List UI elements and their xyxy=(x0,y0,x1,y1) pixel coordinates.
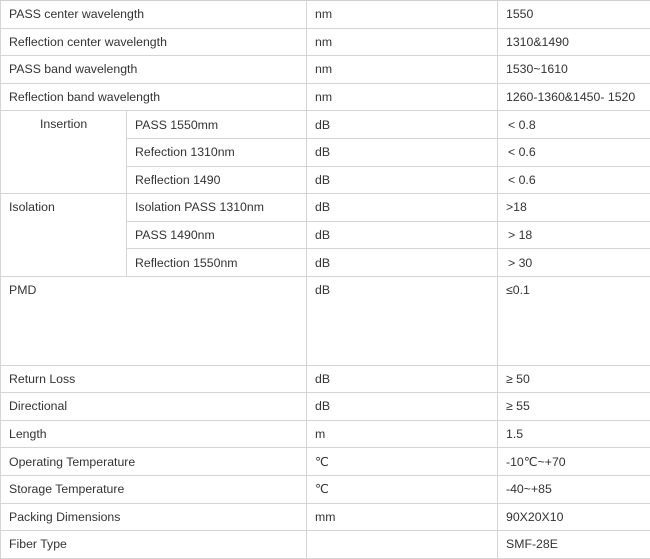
param-cell: PMD xyxy=(1,276,307,365)
value-cell: < 0.6 xyxy=(498,138,650,166)
sub-param-cell: Isolation PASS 1310nm xyxy=(127,194,307,222)
table-row xyxy=(1,194,650,222)
value-cell: 1.5 xyxy=(498,420,650,448)
insertion-group-label: Insertion xyxy=(1,111,127,194)
param-cell: Return Loss xyxy=(1,365,307,393)
unit-cell: dB xyxy=(307,138,498,166)
unit-cell: nm xyxy=(307,28,498,56)
value-cell: -40~+85 xyxy=(498,475,650,503)
table-row xyxy=(1,531,650,559)
unit-cell: dB xyxy=(307,166,498,194)
unit-cell: ℃ xyxy=(307,475,498,503)
table-row xyxy=(1,393,650,421)
param-cell: PASS center wavelength xyxy=(1,1,307,29)
sub-param-cell: PASS 1550mm xyxy=(127,111,307,139)
value-cell: ≥ 55 xyxy=(498,393,650,421)
param-cell: Packing Dimensions xyxy=(1,503,307,531)
table-row xyxy=(1,365,650,393)
table-row xyxy=(1,475,650,503)
param-cell: Reflection center wavelength xyxy=(1,28,307,56)
table-row xyxy=(1,503,650,531)
unit-cell: m xyxy=(307,420,498,448)
unit-cell: dB xyxy=(307,365,498,393)
param-cell: PASS band wavelength xyxy=(1,56,307,84)
param-cell: Fiber Type xyxy=(1,531,307,559)
unit-cell xyxy=(307,531,498,559)
table-row xyxy=(1,28,650,56)
unit-cell: nm xyxy=(307,83,498,111)
value-cell: > 18 xyxy=(498,221,650,249)
param-cell: Directional xyxy=(1,393,307,421)
value-cell: ≥ 50 xyxy=(498,365,650,393)
param-cell: Reflection band wavelength xyxy=(1,83,307,111)
unit-cell: ℃ xyxy=(307,448,498,476)
sub-param-cell: Refection 1310nm xyxy=(127,138,307,166)
value-cell: 1310&1490 xyxy=(498,28,650,56)
unit-cell: dB xyxy=(307,249,498,277)
unit-cell: dB xyxy=(307,221,498,249)
unit-cell: nm xyxy=(307,56,498,84)
unit-cell: dB xyxy=(307,194,498,222)
sub-param-cell: Reflection 1550nm xyxy=(127,249,307,277)
param-cell: Length xyxy=(1,420,307,448)
table-row xyxy=(1,56,650,84)
value-cell: 1260-1360&1450- 1520 xyxy=(498,83,650,111)
table-row xyxy=(1,420,650,448)
value-cell: -10℃~+70 xyxy=(498,448,650,476)
param-cell: Storage Temperature xyxy=(1,475,307,503)
unit-cell: dB xyxy=(307,276,498,365)
value-cell: > 30 xyxy=(498,249,650,277)
value-cell: 90X20X10 xyxy=(498,503,650,531)
table-row xyxy=(1,448,650,476)
value-cell: < 0.6 xyxy=(498,166,650,194)
value-cell: 1530~1610 xyxy=(498,56,650,84)
unit-cell: mm xyxy=(307,503,498,531)
table-row xyxy=(1,111,650,139)
value-cell: < 0.8 xyxy=(498,111,650,139)
unit-cell: dB xyxy=(307,393,498,421)
isolation-group-label: Isolation xyxy=(1,194,127,277)
param-cell: Operating Temperature xyxy=(1,448,307,476)
unit-cell: dB xyxy=(307,111,498,139)
sub-param-cell: Reflection 1490 xyxy=(127,166,307,194)
sub-param-cell: PASS 1490nm xyxy=(127,221,307,249)
value-cell: >18 xyxy=(498,194,650,222)
table-row xyxy=(1,276,650,365)
value-cell: 1550 xyxy=(498,1,650,29)
table-row xyxy=(1,83,650,111)
value-cell: ≤0.1 xyxy=(498,276,650,365)
value-cell: SMF-28E xyxy=(498,531,650,559)
unit-cell: nm xyxy=(307,1,498,29)
table-row xyxy=(1,1,650,29)
